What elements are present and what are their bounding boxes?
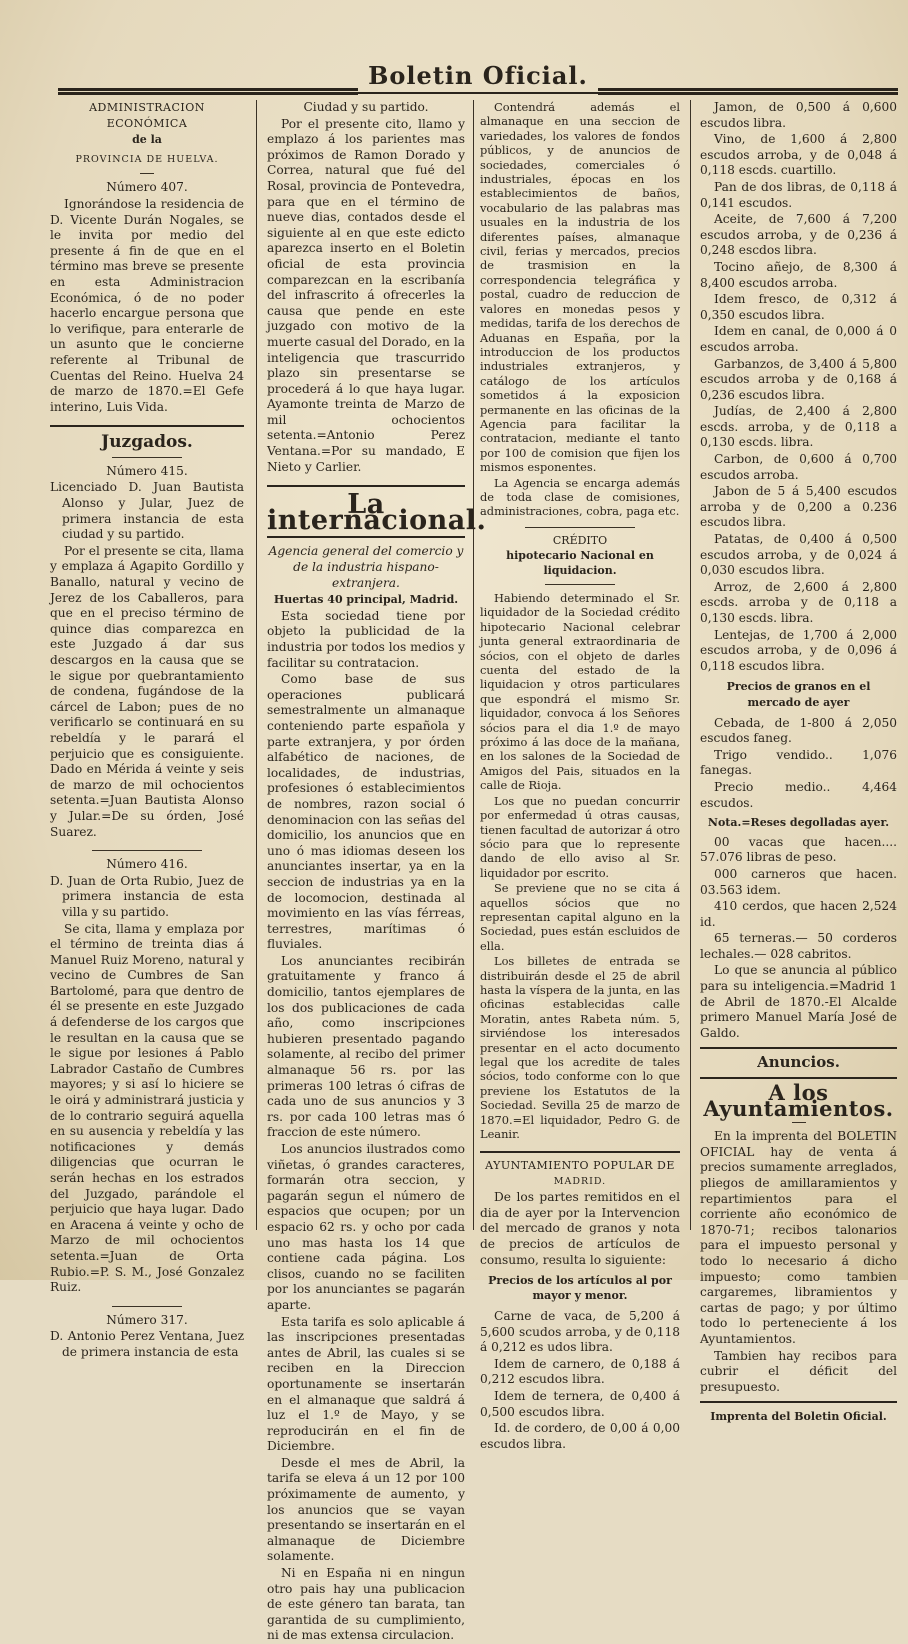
article-paragraph: Los anuncios ilustrados como viñetas, ó grandes caracteres, formarán otra seccion, y pagarán segun el número de espacios que ocupen; por un espacio 62 rs. y ocho por cada uno mas hasta los 14 que contiene cada página. Los clisos, cuando no se faciliten por los anunciantes se pagarán aparte. [267,1142,465,1312]
divider [267,485,465,487]
nota-heading: Nota.=Reses degolladas ayer. [707,816,890,830]
column-4 [700,100,897,1424]
price-item: Idem de ternera, de 0,400 á 0,500 escudos libra. [480,1389,680,1419]
column-divider [256,100,257,1230]
masthead [58,58,898,94]
reses-item: 000 carneros que hacen. 03.563 idem. [700,866,897,897]
divider [700,1077,897,1079]
notice-number: Número 407. [106,180,188,195]
notice-number: Número 415. [106,463,188,478]
article-paragraph: En la imprenta del BOLETIN OFICIAL hay de venta á precios sumamente arreglados, pliegos de amillaramientos y repartimientos para el corriente año económico de 1870-71; recibos talonarios para el impuesto personal y todo lo necesario á dicho impuesto; como tambien cargaremes, libramientos y cartas de pago; y por último todo lo perteneciente á los Ayuntamientos. [700,1129,897,1346]
article-paragraph: Se previene que no se cita á aquellos sócios que no representan capital alguno en la Sociedad, pues están escluidos de ella. [480,881,680,953]
notice-body: Ignorándose la residencia de D. Vicente Durán Nogales, se le invita por medio del presente á fin de que en el término mas breve se presente en esta Administracion Económica, ó de no poder hacerlo encargue persona que lo verifique, para enterarle de un asunto que le concierne referente al Tribunal de Cuentas del Reino. Huelva 24 de marzo de 1870.=El Gefe interino, Luis Vida. [50,196,244,414]
price-item: Idem de carnero, de 0,188 á 0,212 escudos libra. [480,1356,680,1387]
notice-number: Número 317. [106,1312,188,1327]
top-rule [58,92,898,94]
agencia-address: Huertas 40 principal, Madrid. [273,593,459,607]
divider [112,1306,182,1307]
divider [700,1401,897,1403]
divider [792,1122,806,1123]
article-paragraph: Tambien hay recibos para cubrir el déficit del presupuesto. [700,1348,897,1394]
price-item: Lentejas, de 1,700 á 2,000 escudos arroba, y de 0,096 á 0,118 escudos libra. [700,627,897,673]
column-3 [480,100,680,1451]
reses-item: 00 vacas que hacen.... 57.076 libras de peso. [700,834,897,865]
notice-heading: D. Antonio Perez Ventana, Juez de primera instancia de esta [50,1329,244,1359]
notice-heading: D. Juan de Orta Rubio, Juez de primera instancia de esta villa y su partido. [50,873,244,919]
price-item: Arroz, de 2,600 á 2,800 escds. arroba y de 0,118 a 0,130 escds. libra. [700,579,897,625]
section-heading-anuncios: Anuncios. [757,1053,840,1072]
grain-item: Precio medio.. 4,464 escudos. [700,779,897,810]
notice-heading: Licenciado D. Juan Bautista Alonso y Jular, Juez de primera instancia de esta ciudad y su partido. [50,480,244,542]
divider [267,536,465,538]
divider [525,527,635,528]
ayuntamiento-heading: AYUNTAMIENTO POPULAR DE [485,1159,675,1173]
printer-footer: Imprenta del Boletin Oficial. [710,1410,887,1424]
precios-heading: Precios de los artículos al por mayor y menor. [488,1274,672,1302]
divider [700,1047,897,1049]
article-paragraph: Los anunciantes recibirán gratuitamente y franco á domicilio, tantos ejemplares de los dos publicaciones de cada año, como inscripciones hubieren presentado pagando solamente, al recibo del primer almanaque 56 rs. por las primeras 100 letras ó cifras de cada uno de sus anuncios y 3 rs. por cada 100 letras mas ó fraccion de este número. [267,953,465,1140]
granos-heading: Precios de granos en el mercado de ayer [726,680,871,709]
article-paragraph: La Agencia se encarga además de toda clase de comisiones, administraciones, cobra, paga etc. [480,475,680,519]
divider [50,425,244,427]
article-paragraph: De los partes remitidos en el dia de ayer por la Intervencion del mercado de granos y nota de precios de artículos de consumo, resulta lo siguiente: [480,1190,680,1267]
reses-item: 410 cerdos, que hacen 2,524 id. [700,899,897,929]
notice-body: Por el presente cito, llamo y emplazo á los parientes mas próximos de Ramon Dorado y Correa, natural que fué del Rosal, provincia de Pontevedra, para que en el término de nueve dias, contados desde el siguiente al en que este edicto aparezca inserto en el Boletin oficial de esta provincia comparezcan en la escribanía del infrascrito á ofrecerles la causa que pende en este juzgado con motivo de la muerte casual del Dorado, en la inteligencia que trascurrido plazo sin presentarse se procederá á lo que haya lugar. Ayamonte treinta de Marzo de mil ochocientos setenta.=Antonio Perez Ventana.=Por su mandado, E Nieto y Carlier. [267,116,465,474]
notice-number: Número 416. [106,857,188,872]
column-divider [473,100,474,1230]
article-paragraph: Lo que se anuncia al público para su inteligencia.=Madrid 1 de Abril de 1870.-El Alcalde primero Manuel María José de Galdo. [700,963,897,1040]
admin-province: PROVINCIA DE HUELVA. [75,153,219,165]
credito-subheading: hipotecario Nacional en liquidacion. [506,549,654,577]
price-item: Carne de vaca, de 5,200 á 5,600 scudos arroba, y de 0,118 á 0,212 es udos libra. [480,1309,680,1355]
price-item: Pan de dos libras, de 0,118 á 0,141 escudos. [700,179,897,210]
admin-de: de la [132,133,162,147]
grain-item: Trigo vendido.. 1,076 fanegas. [700,747,897,778]
price-item: Aceite, de 7,600 á 7,200 escudos arroba, y de 0,236 á 0,248 escdos libra. [700,212,897,258]
column-2 [267,100,487,1643]
notice-body: Se cita, llama y emplaza por el término de treinta dias á Manuel Ruiz Moreno, natural y vecino de Cumbres de San Bartolomé, para que dentro de él se presente en este Juzgado á defenderse de los cargos que le resultan en la causa que se le sigue por lesiones á Pablo Labrador Castaño de Cumbres mayores; y si así lo hiciere se le oirá y administrará justicia y de lo contrario seguirá aquella en su ausencia y rebeldía y las notificaciones y demás diligencias que ocurran le serán hechas en los estrados del Juzgado, parándole el perjuicio que haya lugar. Dado en Aracena á veinte y ocho de Marzo de mil ochocientos setenta.=Juan de Orta Rubio.=P. S. M., José Gonzalez Ruiz. [50,921,244,1295]
price-item: Jamon, de 0,500 á 0,600 escudos libra. [700,100,897,130]
price-item: Carbon, de 0,600 á 0,700 escudos arroba. [700,452,897,482]
section-heading-internacional: La internacional. [267,489,487,536]
column-1 [50,100,244,1359]
section-heading-ayuntamientos: A los Ayuntamientos. [703,1080,894,1121]
price-item: Garbanzos, de 3,400 á 5,800 escudos arroba y de 0,168 á 0,236 escudos libra. [700,356,897,402]
section-heading-juzgados: Juzgados. [101,432,193,453]
credito-heading: CRÉDITO [552,533,608,547]
price-item: Idem en canal, de 0,000 á 0 escudos arroba. [700,324,897,354]
price-item: Vino, de 1,600 á 2,800 escudos arroba, y de 0,048 á 0,118 escds. cuartillo. [700,132,897,178]
ayuntamiento-city: MADRID. [553,1175,607,1187]
admin-header: ADMINISTRACION ECONÓMICA [89,101,205,130]
divider [140,173,154,174]
article-paragraph: Como base de sus operaciones publicará semestralmente un almanaque conteniendo parte española y parte extranjera, y por órden alfabético de naciones, de localidades, de industrias, profesiones ó establecimientos de nombres, razon social ó denominacion con las señas del domicilio, los anuncios que en uno ó mas idiomas deseen los anunciantes insertar, ya en la seccion de industrias ya en la de locomocion, destinada al movimiento en las vías férreas, terrestres, marítimas ó fluviales. [267,672,465,952]
divider [112,457,182,458]
divider [92,850,202,851]
price-item: Patatas, de 0,400 á 0,500 escudos arroba, y de 0,024 á 0,030 escudos libra. [700,532,897,578]
article-paragraph: Contendrá además el almanaque en una seccion de variedades, los valores de fondos públicos, y de anuncios de sociedades, comerciales ó industriales, épocas en los establecimientos de baños, vocabulario de las palabras mas usuales en la industria de los diferentes países, almanaque civil, ferias y mercados, precios de trasmision en la correspondencia telegráfica y postal, cuadro de reduccion de valores en monedas pesos y medidas, tarifa de los derechos de Aduanas en España, por la introduccion de los productos industriales extranjeros, y catálogo de los artículos sometidos á la exposicion permanente en las oficinas de la Agencia para facilitar la contratacion, mediante el tanto por 100 de comision que fijen los mismos esponentes. [480,100,680,475]
price-item: Id. de cordero, de 0,00 á 0,00 escudos libra. [480,1421,680,1451]
masthead-title: Boletin Oficial. [368,61,588,90]
divider [545,584,615,585]
divider [480,1151,680,1153]
article-paragraph: Los billetes de entrada se distribuirán desde el 25 de abril hasta la víspera de la junta, en las oficinas establecidas calle Moratin, antes Rabeta núm. 5, sirviéndose los interesados presentar en el acto documento legal que los acredite de tales sócios, todo conforme con lo que previene los Estatutos de la Sociedad. Sevilla 25 de marzo de 1870.=El liquidador, Pedro G. de Leanir. [480,954,680,1142]
continued-text: Ciudad y su partido. [303,100,429,114]
article-paragraph: Los que no puedan concurrir por enfermedad ú otras causas, tienen facultad de autorizar á otro sócio para que lo represente dando de ello aviso al Sr. liquidador por escrito. [480,793,680,880]
reses-item: 65 terneras.— 50 corderos lechales.— 028 cabritos. [700,931,897,961]
price-item: Tocino añejo, de 8,300 á 8,400 escudos arroba. [700,259,897,290]
grain-item: Cebada, de 1-800 á 2,050 escudos faneg. [700,715,897,746]
article-paragraph: Esta sociedad tiene por objeto la publicidad de la industria por todos los medios y facilitar su contratacion. [267,608,465,670]
article-paragraph: Ni en España ni en ningun otro pais hay una publicacion de este género tan barata, tan garantida de su cumplimiento, ni de mas extensa circulacion. [267,1566,465,1643]
agencia-subtitle: Agencia general del comercio y de la industria hispano-extranjera. [268,544,464,590]
price-item: Judías, de 2,400 á 2,800 escds. arroba, y de 0,118 a 0,130 escds. libra. [700,404,897,450]
article-paragraph: Desde el mes de Abril, la tarifa se eleva á un 12 por 100 próximamente de aumento, y los anuncios que se vayan presentando se insertarán en el almanaque de Diciembre solamente. [267,1455,465,1564]
price-item: Idem fresco, de 0,312 á 0,350 escudos libra. [700,292,897,322]
article-paragraph: Esta tarifa es solo aplicable á las inscripciones presentadas antes de Abril, las cuales si se reciben en la Direccion oportunamente se insertarán en el almanaque que saldrá á luz el 1.º de Mayo, y se reproducirán en el fin de Diciembre. [267,1314,465,1454]
column-divider [690,100,691,1230]
notice-body: Por el presente se cita, llama y emplaza á Agapito Gordillo y Banallo, natural y vecino de Jerez de los Caballeros, para que en el preciso término de quince dias comparezca en este Juzgado á dar sus descargos en la causa que se le sigue por quebrantamiento de condena, fugándose de la cárcel de Labon; pues de no verificarlo se continuará en su rebeldía y le parará el perjuicio que es consiguiente. Dado en Mérida á veinte y seis de marzo de mil ochocientos setenta.=Juan Bautista Alonso y Jular.=De su órden, José Suarez. [50,543,244,839]
article-paragraph: Habiendo determinado el Sr. liquidador de la Sociedad crédito hipotecario Nacional celebrar junta general extraordinaria de sócios, con el objeto de darles cuenta del estado de la liquidacion y otros particulares que espondrá el mismo Sr. liquidador, convoca á los Señores sócios para el dia 1.º de mayo próximo á las doce de la mañana, en los salones de la Sociedad de Amigos del Pais, situados en la calle de Rioja. [480,591,680,793]
price-item: Jabon de 5 á 5,400 escudos arroba y de 0,200 a 0.236 escudos libra. [700,484,897,530]
